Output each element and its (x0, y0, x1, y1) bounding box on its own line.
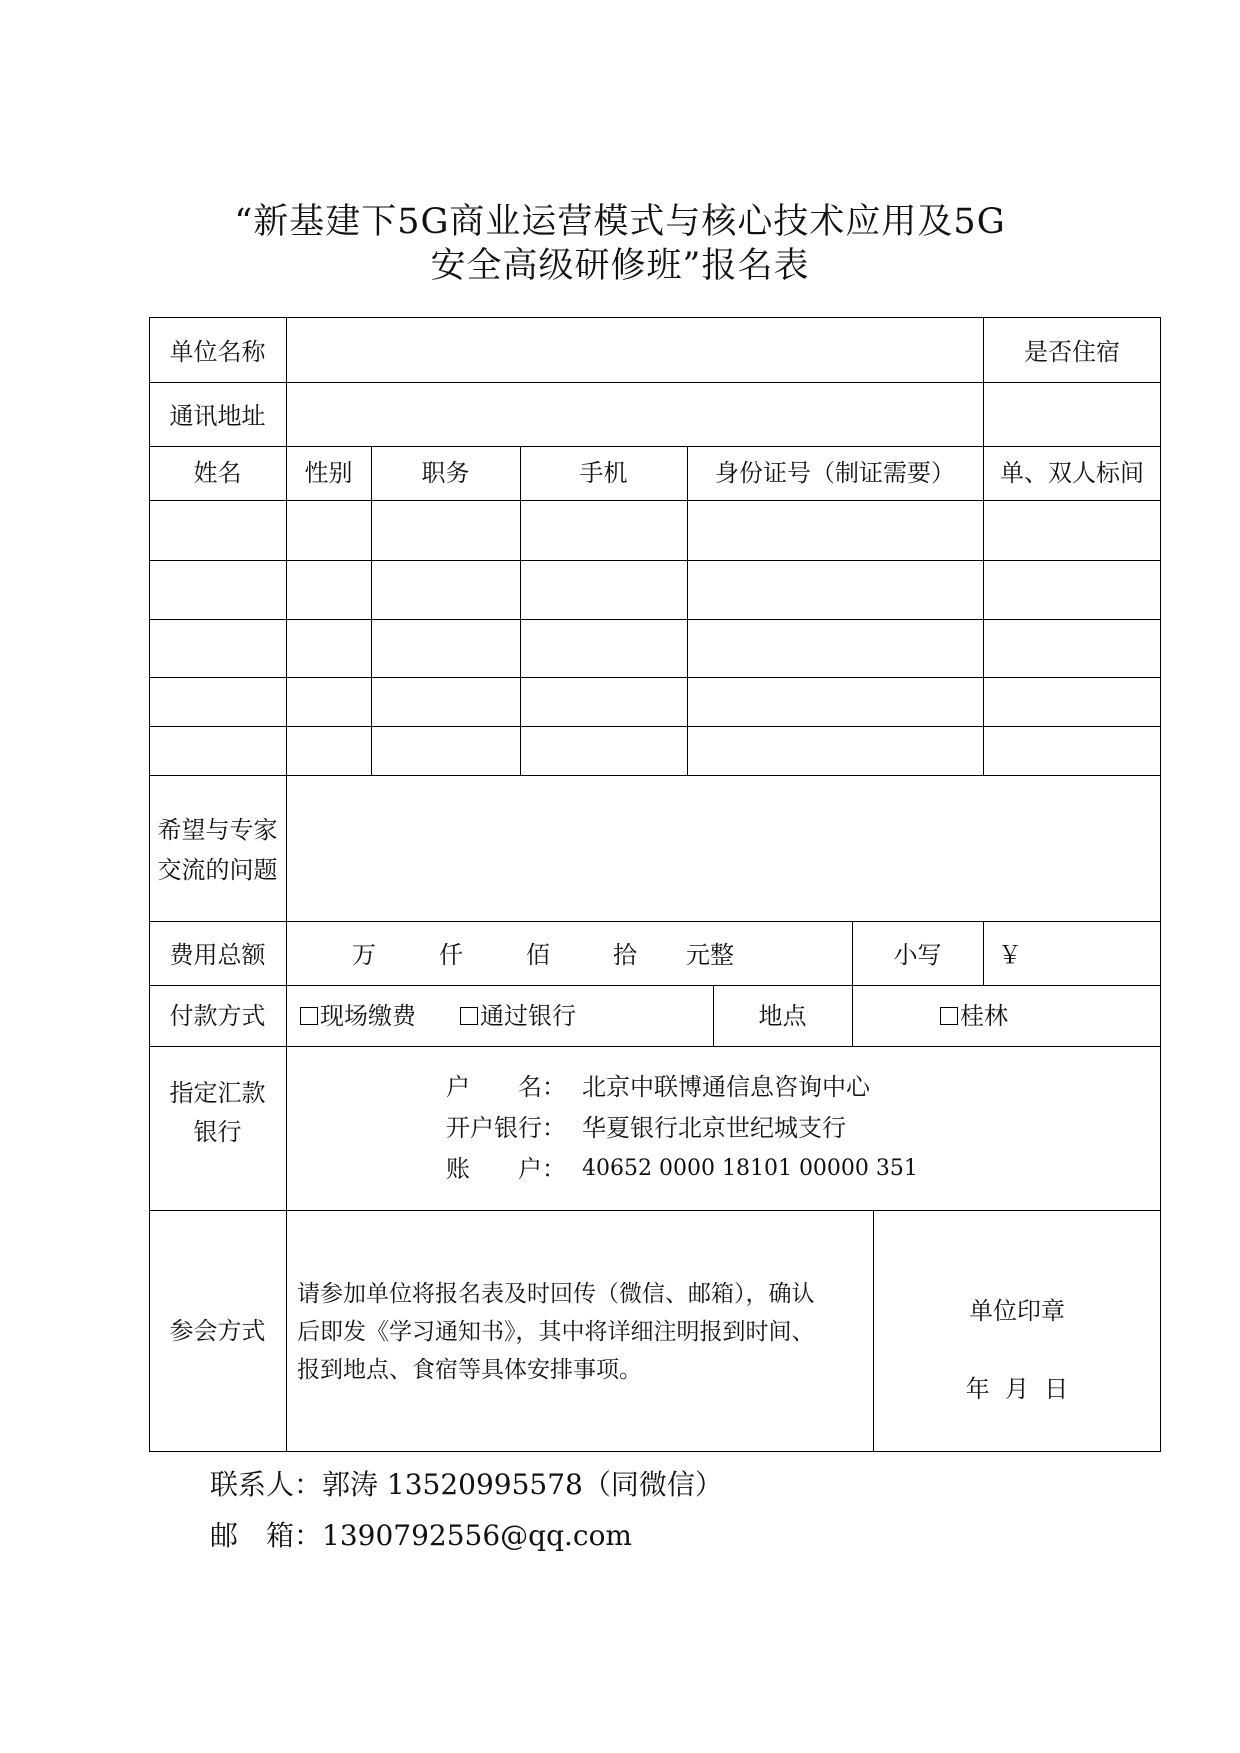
fee-unit-wan: 万 (352, 941, 376, 969)
bank-label-line1: 指定汇款 (169, 1079, 266, 1107)
attendance-label: 参会方式 (169, 1317, 266, 1345)
questions-label-line1: 希望与专家 (157, 816, 278, 844)
attendee-row[interactable] (150, 561, 1160, 618)
account-number-value: 40652 0000 18101 00000 351 (582, 1156, 918, 1181)
attendee-row[interactable] (150, 620, 1160, 676)
attendee-row[interactable] (150, 678, 1160, 725)
onsite-payment-checkbox[interactable] (300, 1001, 416, 1031)
seal-label: 单位印章 (969, 1297, 1065, 1325)
unit-name-label: 单位名称 (169, 338, 266, 366)
account-name-label: 户 名： (446, 1073, 566, 1101)
col-room-type-header: 单、双人标间 (1000, 459, 1144, 487)
attendance-instructions: 请参加单位将报名表及时回传（微信、邮箱），确认 后即发《学习通知书》，其中将详细注明报到时间、 报到地点、食宿等具体安排事项。 (297, 1281, 815, 1383)
unit-name-field[interactable] (287, 318, 982, 381)
location-guilin-checkbox[interactable] (940, 1001, 1008, 1031)
attendee-row[interactable] (150, 727, 1160, 774)
attendee-row[interactable] (150, 501, 1160, 559)
date-label: 年 月 日 (965, 1375, 1069, 1403)
checkbox-icon (940, 1007, 958, 1025)
email-info: 邮 箱：1390792556@qq.com (210, 1519, 632, 1552)
fee-unit-bai: 佰 (526, 941, 550, 969)
onsite-payment-label: 现场缴费 (320, 1002, 416, 1030)
checkbox-icon (460, 1007, 478, 1025)
col-phone-header: 手机 (579, 459, 628, 487)
fee-unit-shi: 拾 (613, 941, 637, 969)
fee-unit-yuan: 元整 (686, 941, 734, 969)
questions-label-line2: 交流的问题 (157, 856, 278, 884)
col-name-header: 姓名 (193, 459, 242, 487)
checkbox-icon (300, 1007, 318, 1025)
currency-symbol: ￥ (998, 941, 1022, 969)
bank-name-value: 华夏银行北京世纪城支行 (582, 1114, 846, 1142)
fee-label: 费用总额 (169, 941, 266, 969)
questions-field[interactable] (287, 776, 1160, 920)
lodging-field[interactable] (984, 383, 1160, 445)
form-title-line2: 安全高级研修班”报名表 (430, 246, 810, 286)
account-name-value: 北京中联博通信息咨询中心 (582, 1073, 870, 1101)
bank-payment-checkbox[interactable] (460, 1001, 576, 1031)
fee-unit-qian: 仟 (439, 941, 463, 969)
contact-info: 联系人：郭涛 13520995578（同微信） (210, 1468, 723, 1501)
address-field[interactable] (287, 383, 982, 445)
bank-label-line2: 银行 (193, 1118, 242, 1146)
bank-payment-label: 通过银行 (480, 1002, 576, 1030)
col-gender-header: 性别 (304, 459, 353, 487)
location-label: 地点 (758, 1002, 807, 1030)
account-number-label: 账 户： (446, 1155, 566, 1183)
bank-name-label: 开户银行： (446, 1114, 566, 1142)
lodging-label: 是否住宿 (1024, 338, 1120, 366)
payment-label: 付款方式 (169, 1002, 266, 1030)
col-id-number-header: 身份证号（制证需要） (715, 459, 955, 487)
form-title-line1: “新基建下5G商业运营模式与核心技术应用及5G (234, 202, 1006, 242)
lowercase-label: 小写 (893, 941, 942, 969)
location-guilin-label: 桂林 (960, 1002, 1008, 1030)
col-position-header: 职务 (421, 459, 470, 487)
address-label: 通讯地址 (169, 402, 266, 430)
